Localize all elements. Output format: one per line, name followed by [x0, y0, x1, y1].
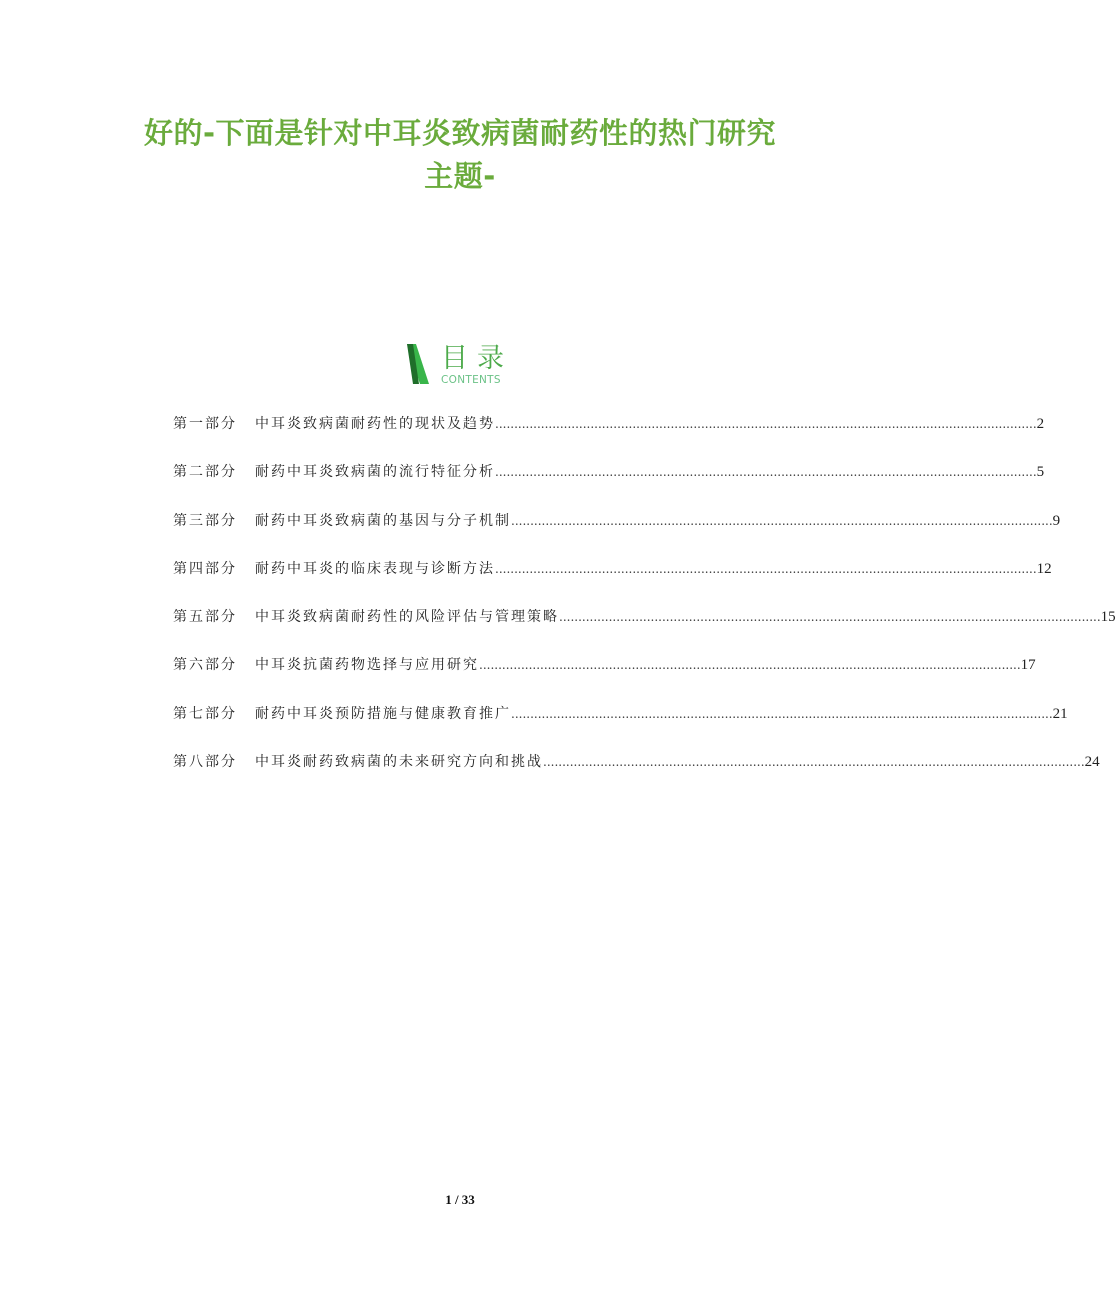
toc-entry-page: 9: [1052, 512, 1061, 529]
toc-entry-part: 第七部分: [173, 705, 237, 722]
toc-entry-title: 中耳炎致病菌耐药性的现状及趋势: [255, 416, 495, 432]
toc-entry-page: 17: [1020, 657, 1036, 674]
toc-heading-chinese: 目录: [441, 343, 513, 374]
toc-entry-page: 12: [1036, 560, 1052, 577]
toc-entry[interactable]: [173, 655, 1036, 703]
document-title: 好的-下面是针对中耳炎致病菌耐药性的热门研究主题-: [143, 116, 777, 193]
toc-entry-part: 第一部分: [173, 416, 237, 432]
toc-entry-leader: ..............................................................................................................................................: [495, 417, 1037, 431]
toc-entry-page: 5: [1036, 464, 1045, 481]
toc-entry[interactable]: [173, 559, 1052, 607]
toc-entry-leader: ..............................................................................................................................................: [495, 465, 1037, 480]
toc-entry-page: 24: [1084, 754, 1100, 771]
toc-entry-title: 耐药中耳炎致病菌的流行特征分析: [255, 464, 495, 481]
table-of-contents: [173, 414, 1116, 800]
toc-entry-part: 第八部分: [173, 754, 237, 771]
toc-entry-title: 中耳炎致病菌耐药性的风险评估与管理策略: [255, 609, 559, 626]
toc-entry[interactable]: [173, 511, 1061, 559]
toc-entry[interactable]: [173, 607, 1116, 655]
toc-entry-part: 第六部分: [173, 657, 237, 674]
toc-entry-title: 耐药中耳炎致病菌的基因与分子机制: [255, 512, 511, 529]
toc-entry-title: 耐药中耳炎预防措施与健康教育推广: [255, 705, 511, 722]
toc-entry-page: 2: [1036, 416, 1045, 432]
toc-entry-part: 第五部分: [173, 609, 237, 626]
toc-entry-title: 中耳炎抗菌药物选择与应用研究: [255, 657, 479, 674]
toc-entry-leader: ..............................................................................................................................................: [559, 610, 1101, 625]
toc-entry-leader: ..............................................................................................................................................: [543, 755, 1085, 770]
toc-heading: [405, 344, 535, 388]
toc-entry-page: 21: [1052, 705, 1068, 722]
toc-entry-part: 第三部分: [173, 512, 237, 529]
toc-entry[interactable]: [173, 414, 1045, 462]
toc-entry-title: 中耳炎耐药致病菌的未来研究方向和挑战: [255, 754, 543, 771]
toc-entry[interactable]: [173, 462, 1045, 510]
toc-entry-leader: ..............................................................................................................................................: [495, 561, 1037, 576]
toc-entry-leader: ..............................................................................................................................................: [511, 706, 1053, 721]
toc-entry-leader: ..............................................................................................................................................: [511, 513, 1053, 528]
toc-entry[interactable]: [173, 704, 1068, 752]
toc-entry-title: 耐药中耳炎的临床表现与诊断方法: [255, 560, 495, 577]
page-number: 1 / 33: [445, 1192, 475, 1207]
toc-entry-leader: ..............................................................................................................................................: [479, 658, 1021, 673]
contents-logo-icon: [405, 344, 431, 386]
toc-entry-part: 第二部分: [173, 464, 237, 481]
toc-entry-part: 第四部分: [173, 560, 237, 577]
toc-heading-english: CONTENTS: [441, 374, 501, 386]
toc-entry-page: 15: [1100, 609, 1116, 626]
toc-entry[interactable]: [173, 752, 1100, 800]
